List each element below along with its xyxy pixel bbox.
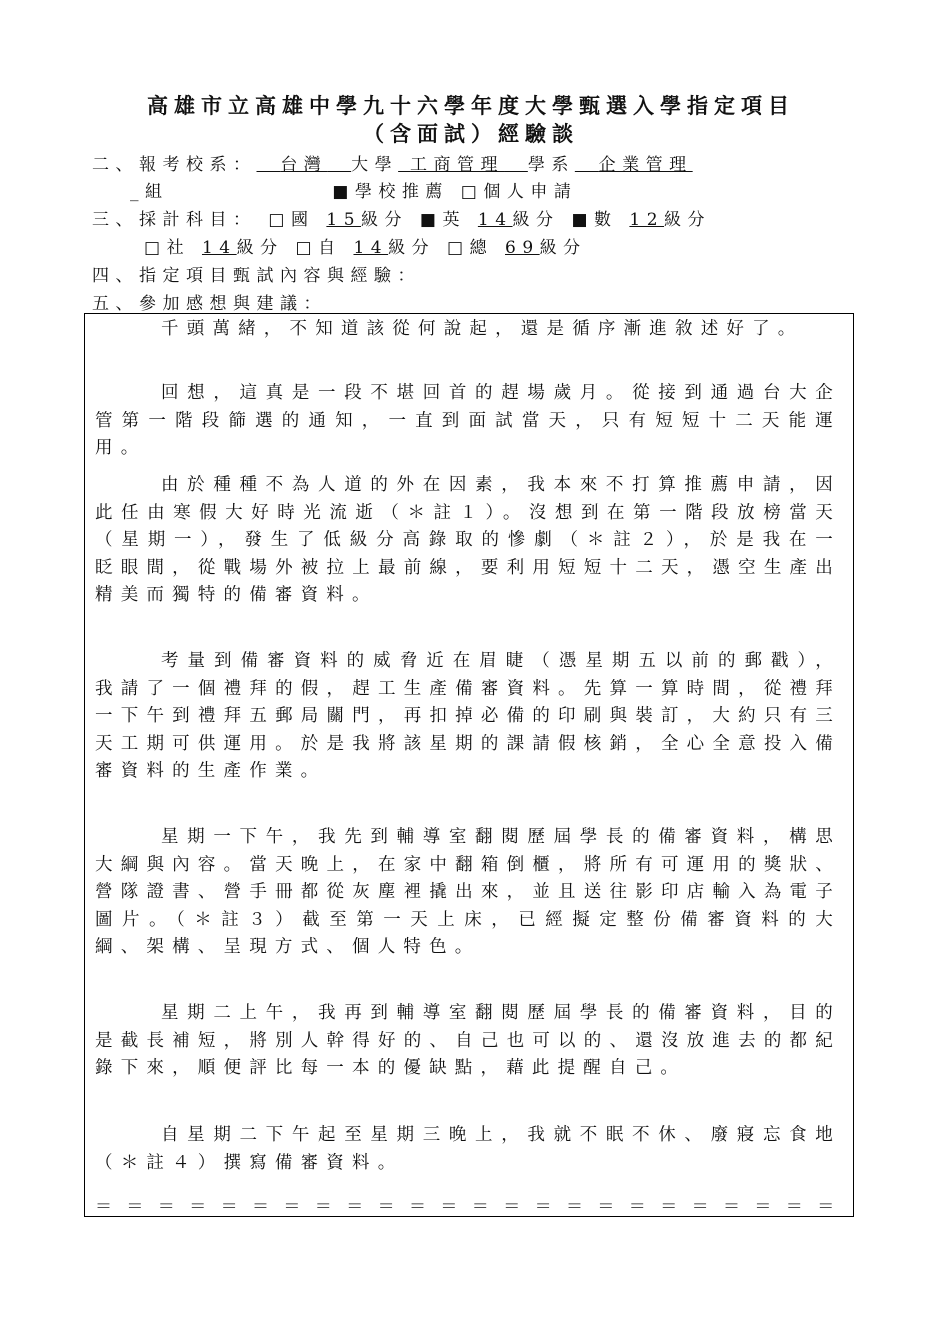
recommend-label: 學校推薦 (354, 182, 449, 202)
personal-checkbox: □ (460, 182, 484, 202)
paragraph: 千頭萬緒，不知道該從何說起，還是循序漸進敘述好了。 (161, 319, 804, 339)
school-value: 台灣 (280, 155, 328, 175)
subject-math: ■數 12級分 (571, 210, 712, 230)
essay-box (84, 313, 854, 1217)
paragraph: 考量到備審資料的威脅近在眉睫（憑星期五以前的郵戳），我請了一個禮拜的假，趕工生產備審資料。先算一算時間，從禮拜一下午到禮拜五郵局關門，再扣掉必備的印刷與裝訂，大約只有三天工期可供運用。於是我將該星期的課請假核銷，全心全意投入備審資料的生產作業。 (95, 651, 841, 781)
subject-english: ■英 14級分 (419, 210, 560, 230)
subject-social: □社 14級分 (144, 238, 284, 258)
paragraph: 回想，這真是一段不堪回首的趕場歲月。從接到通過台大企管第一階段篩選的通知，一直到面試當天，只有短短十二天能運用。 (95, 383, 841, 458)
section3-label: 三、採計科目： (92, 210, 257, 230)
personal-label: 個人申請 (483, 182, 578, 202)
subject-science: □自 14級分 (295, 238, 436, 258)
paragraph: 由於種種不為人道的外在因素，我本來不打算推薦申請，因此任由寒假大好時光流逝（＊註１）。沒想到在第一階段放榜當天（星期一），發生了低級分高錄取的慘劇（＊註２），於是我在一眨眼間，從戰場外被拉上最前線，要利用短短十二天，憑空生產出精美而獨特的備審資料。 (95, 475, 841, 605)
paragraph: 星期一下午，我先到輔導室翻閱歷屆學長的備審資料，構思大綱與內容。當天晚上，在家中翻箱倒櫃，將所有可運用的獎狀、營隊證書、營手冊都從灰塵裡撬出來，並且送往影印店輸入為電子圖片。（＊註３）截至第一天上床，已經擬定整份備審資料的大綱、架構、呈現方式、個人特色。 (95, 827, 841, 957)
section2-line2 (130, 177, 577, 202)
group-suffix: _組 (130, 182, 169, 202)
section2-line1 (92, 150, 693, 175)
separator-line: ＝＝＝＝＝＝＝＝＝＝＝＝＝＝＝＝＝＝＝＝＝＝＝＝ (95, 1197, 849, 1217)
section3-line2 (144, 233, 587, 258)
document-title: 高雄市立高雄中學九十六學年度大學甄選入學指定項目 (147, 93, 795, 118)
section2-label: 二、報考校系： (92, 155, 257, 175)
subject-total: □總 69級分 (447, 238, 587, 258)
group-value: 企業管理 (598, 155, 693, 175)
section4-label: 四、指定項目甄試內容與經驗： (92, 266, 421, 286)
paragraph: 星期二上午，我再到輔導室翻閱歷屆學長的備審資料，目的是截長補短，將別人幹得好的、自己也可以的、還沒放進去的都紀錄下來，順便評比每一本的優缺點，藉此提醒自己。 (95, 1003, 841, 1078)
subject-chinese: □國 15級分 (268, 210, 409, 230)
dept-suffix: 學系 (527, 155, 575, 175)
section5-label: 五、參加感想與建議： (92, 294, 327, 314)
department-value: 工商管理 (410, 155, 505, 175)
paragraph: 自星期二下午起至星期三晚上，我就不眠不休、廢寢忘食地（＊註４）撰寫備審資料。 (95, 1125, 841, 1173)
univ-suffix: 大學 (351, 155, 399, 175)
document-subtitle: （含面試）經驗談 (363, 121, 579, 146)
section3-line1 (92, 205, 711, 230)
recommend-checkbox: ■ (332, 182, 355, 202)
